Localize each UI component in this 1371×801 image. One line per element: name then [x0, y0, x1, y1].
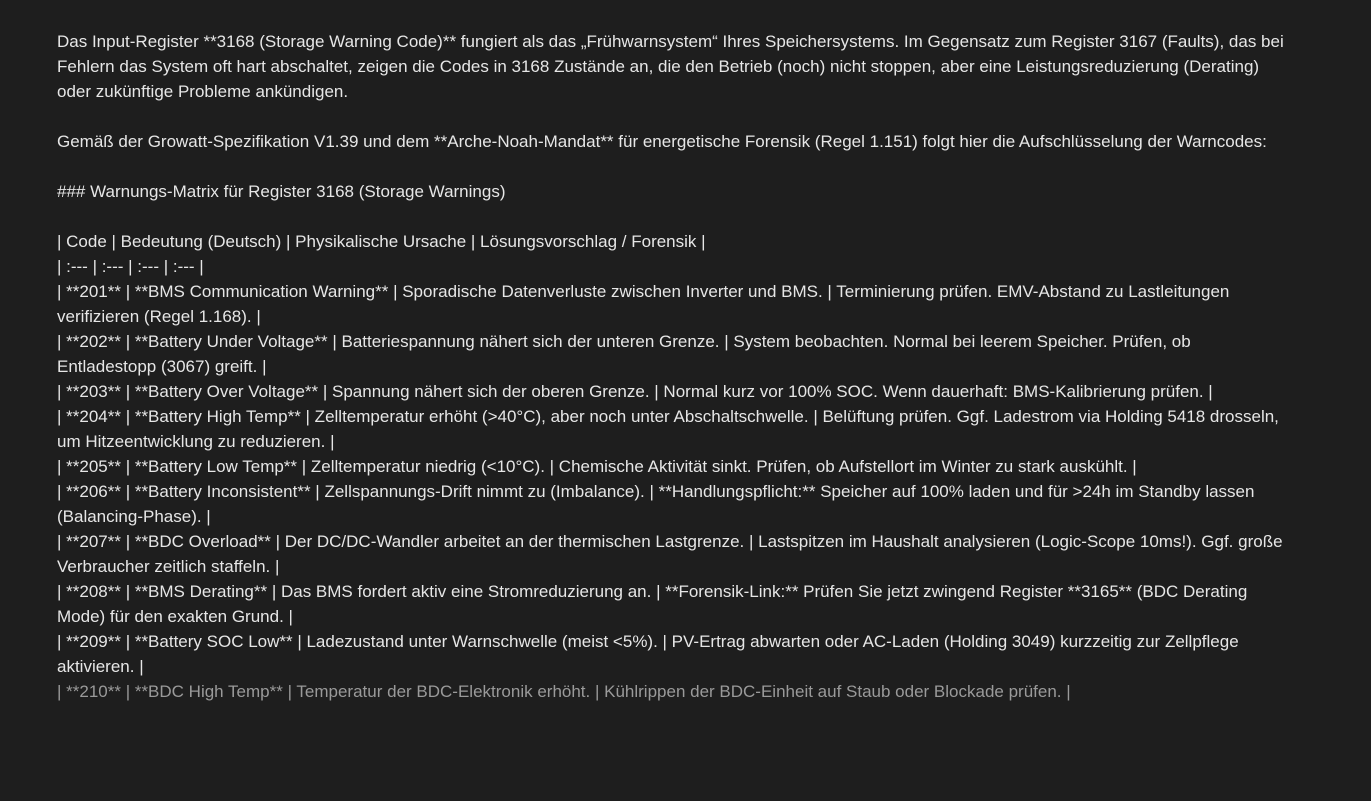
section-heading: ### Warnungs-Matrix für Register 3168 (Storage Warnings): [57, 182, 506, 201]
table-row: | **207** | **BDC Overload** | Der DC/DC-Wandler arbeitet an der thermischen Lastgrenze. | Lastspitzen im Haushalt analysieren (Logic-Scope 10ms!). Ggf. große Verbraucher zeitlich staffeln. |: [57, 532, 1288, 576]
table-row: | **209** | **Battery SOC Low** | Ladezustand unter Warnschwelle (meist <5%). | PV-Ertrag abwarten oder AC-Laden (Holding 3049) kurzzeitig zur Zellpflege aktivieren. |: [57, 632, 1244, 676]
spacer: [57, 154, 1287, 179]
table-row: | **205** | **Battery Low Temp** | Zelltemperatur niedrig (<10°C). | Chemische Aktivität sinkt. Prüfen, ob Aufstellort im Winter zu stark auskühlt. |: [57, 457, 1137, 476]
table-row: | **206** | **Battery Inconsistent** | Zellspannungs-Drift nimmt zu (Imbalance). | **Handlungspflicht:** Speicher auf 100% laden und für >24h im Standby lassen (Balancing-Phase). |: [57, 482, 1260, 526]
table-row: | **208** | **BMS Derating** | Das BMS fordert aktiv eine Stromreduzierung an. | **Forensik-Link:** Prüfen Sie jetzt zwingend Register **3165** (BDC Derating Mode) für den exakten Grund. |: [57, 582, 1253, 626]
spacer: [57, 204, 1287, 229]
table-row-streaming: | **210** | **BDC High Temp** | Temperatur der BDC-Elektronik erhöht. | Kühlrippen der BDC-Einheit auf Staub oder Blockade prüfen. |: [57, 682, 1071, 701]
table-row: | **202** | **Battery Under Voltage** | Batteriespannung nähert sich der unteren Grenze. | System beobachten. Normal bei leerem Speicher. Prüfen, ob Entladestopp (3067) greift. |: [57, 332, 1196, 376]
markdown-table: [57, 229, 1287, 704]
table-row: | **203** | **Battery Over Voltage** | Spannung nähert sich der oberen Grenze. | Normal kurz vor 100% SOC. Wenn dauerhaft: BMS-Kalibrierung prüfen. |: [57, 382, 1213, 401]
spacer: [57, 104, 1287, 129]
table-row: | **201** | **BMS Communication Warning** | Sporadische Datenverluste zwischen Inverter und BMS. | Terminierung prüfen. EMV-Abstand zu Lastleitungen verifizieren (Regel 1.168). |: [57, 282, 1235, 326]
table-header-row: | Code | Bedeutung (Deutsch) | Physikalische Ursache | Lösungsvorschlag / Forensik |: [57, 232, 706, 251]
intro-paragraph-2: Gemäß der Growatt-Spezifikation V1.39 und dem **Arche-Noah-Mandat** für energetische Forensik (Regel 1.151) folgt hier die Aufschlüsselung der Warncodes:: [57, 132, 1267, 151]
table-row: | **204** | **Battery High Temp** | Zelltemperatur erhöht (>40°C), aber noch unter Abschaltschwelle. | Belüftung prüfen. Ggf. Ladestrom via Holding 5418 drosseln, um Hitzeentwicklung zu reduzieren. |: [57, 407, 1284, 451]
table-separator-row: | :--- | :--- | :--- | :--- |: [57, 257, 204, 276]
intro-paragraph-1: Das Input-Register **3168 (Storage Warning Code)** fungiert als das „Frühwarnsystem“ Ihres Speichersystems. Im Gegensatz zum Register 3167 (Faults), das bei Fehlern das System oft hart abschaltet, zeigen die Codes in 3168 Zustände an, die den Betrieb (noch) nicht stoppen, aber eine Leistungsreduzierung (Derating) oder zukünftige Probleme ankündigen.: [57, 32, 1289, 101]
message-content: [57, 29, 1287, 704]
